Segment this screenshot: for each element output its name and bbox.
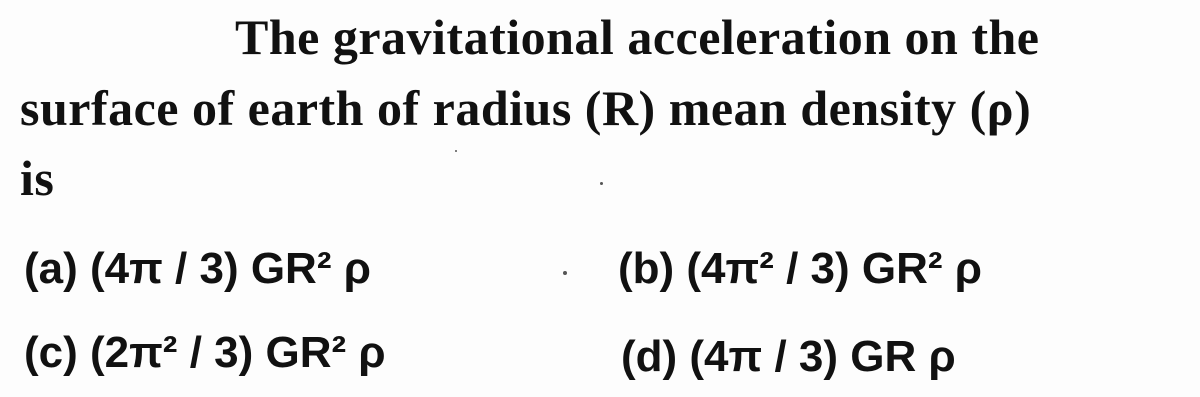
scan-speck — [563, 271, 567, 275]
option-a[interactable]: (a) (4π / 3) GR² ρ — [24, 244, 371, 293]
option-c[interactable]: (c) (2π² / 3) GR² ρ — [24, 328, 386, 377]
question-text-line-2: surface of earth of radius (R) mean density (ρ) — [20, 80, 1032, 136]
scan-speck — [455, 150, 457, 152]
question-text-line-3: is — [20, 150, 55, 206]
scan-speck — [600, 182, 603, 185]
option-d[interactable]: (d) (4π / 3) GR ρ — [621, 332, 956, 381]
question-text-line-1: The gravitational acceleration on the — [235, 9, 1040, 65]
option-b[interactable]: (b) (4π² / 3) GR² ρ — [618, 244, 982, 293]
